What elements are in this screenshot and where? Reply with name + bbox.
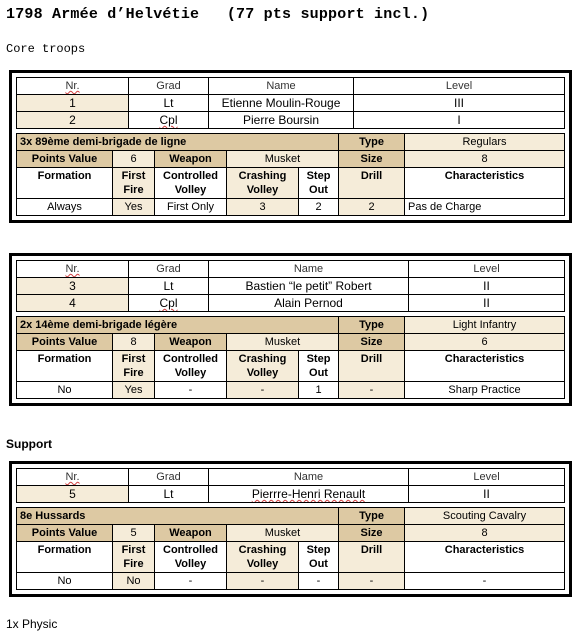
step-out-value: 1: [299, 382, 339, 399]
formation-label: Formation: [17, 542, 113, 573]
leader-level: II: [409, 486, 565, 503]
header-name: Name: [209, 261, 409, 278]
leader-level: II: [409, 295, 565, 312]
type-value: Regulars: [405, 134, 565, 151]
controlled-volley-value: -: [155, 573, 227, 590]
characteristics-label: Characteristics: [405, 542, 565, 573]
points-label: Points Value: [17, 151, 113, 168]
header-nr: Nr.: [17, 261, 129, 278]
size-label: Size: [339, 334, 405, 351]
header-nr: Nr.: [17, 469, 129, 486]
type-value: Scouting Cavalry: [405, 508, 565, 525]
header-nr: Nr.: [17, 78, 129, 95]
footer-note: 1x Physic: [6, 617, 58, 631]
unit-name: 2x 14ème demi-brigade légère: [17, 317, 339, 334]
drill-value: 2: [339, 199, 405, 216]
leader-nr: 5: [17, 486, 129, 503]
size-value: 6: [405, 334, 565, 351]
crashing-volley-label: Crashing Volley: [227, 542, 299, 573]
step-out-value: 2: [299, 199, 339, 216]
stats-table: [16, 133, 565, 216]
controlled-volley-label: Controlled Volley: [155, 542, 227, 573]
type-label: Type: [339, 508, 405, 525]
weapon-label: Weapon: [155, 525, 227, 542]
drill-label: Drill: [339, 351, 405, 382]
points-value: 5: [113, 525, 155, 542]
controlled-volley-value: -: [155, 382, 227, 399]
characteristics-label: Characteristics: [405, 351, 565, 382]
leader-grad: Cpl: [129, 295, 209, 312]
support-label: Support: [6, 437, 52, 451]
points-label: Points Value: [17, 334, 113, 351]
leader-nr: 4: [17, 295, 129, 312]
leader-grad: Lt: [129, 95, 209, 112]
crashing-volley-value: -: [227, 573, 299, 590]
crashing-volley-label: Crashing Volley: [227, 351, 299, 382]
leader-table: [16, 77, 565, 129]
step-out-label: Step Out: [299, 168, 339, 199]
unit-name: 8e Hussards: [17, 508, 339, 525]
header-grad: Grad: [129, 469, 209, 486]
drill-label: Drill: [339, 542, 405, 573]
formation-value: No: [17, 573, 113, 590]
header-level: Level: [409, 261, 565, 278]
header-grad: Grad: [129, 261, 209, 278]
unit-card-2: [9, 253, 572, 406]
leader-name: Bastien “le petit” Robert: [209, 278, 409, 295]
weapon-value: Musket: [227, 334, 339, 351]
header-name: Name: [209, 469, 409, 486]
formation-label: Formation: [17, 351, 113, 382]
first-fire-label: First Fire: [113, 168, 155, 199]
characteristics-value: Sharp Practice: [405, 382, 565, 399]
leader-name: Etienne Moulin-Rouge: [209, 95, 354, 112]
weapon-value: Musket: [227, 151, 339, 168]
formation-value: No: [17, 382, 113, 399]
size-value: 8: [405, 151, 565, 168]
weapon-value: Musket: [227, 525, 339, 542]
formation-value: Always: [17, 199, 113, 216]
leader-nr: 2: [17, 112, 129, 129]
characteristics-value: Pas de Charge: [405, 199, 565, 216]
step-out-label: Step Out: [299, 351, 339, 382]
leader-level: I: [354, 112, 565, 129]
weapon-label: Weapon: [155, 334, 227, 351]
leader-level: III: [354, 95, 565, 112]
step-out-label: Step Out: [299, 542, 339, 573]
first-fire-value: Yes: [113, 199, 155, 216]
header-level: Level: [409, 469, 565, 486]
leader-name: Pierre Boursin: [209, 112, 354, 129]
crashing-volley-label: Crashing Volley: [227, 168, 299, 199]
crashing-volley-value: -: [227, 382, 299, 399]
points-value: 6: [113, 151, 155, 168]
unit-card-1: [9, 70, 572, 223]
first-fire-label: First Fire: [113, 351, 155, 382]
drill-value: -: [339, 382, 405, 399]
size-value: 8: [405, 525, 565, 542]
size-label: Size: [339, 151, 405, 168]
header-name: Name: [209, 78, 354, 95]
leader-table: [16, 468, 565, 503]
controlled-volley-value: First Only: [155, 199, 227, 216]
leader-grad: Lt: [129, 486, 209, 503]
type-label: Type: [339, 317, 405, 334]
characteristics-label: Characteristics: [405, 168, 565, 199]
leader-grad: Cpl: [129, 112, 209, 129]
controlled-volley-label: Controlled Volley: [155, 351, 227, 382]
points-value: 8: [113, 334, 155, 351]
drill-value: -: [339, 573, 405, 590]
first-fire-label: First Fire: [113, 542, 155, 573]
stats-table: [16, 316, 565, 399]
type-value: Light Infantry: [405, 317, 565, 334]
page-title: 1798 Armée d’Helvétie (77 pts support incl.): [6, 6, 430, 23]
step-out-value: -: [299, 573, 339, 590]
leader-level: II: [409, 278, 565, 295]
core-troops-label: Core troops: [6, 42, 86, 56]
type-label: Type: [339, 134, 405, 151]
leader-nr: 3: [17, 278, 129, 295]
leader-name: Alain Pernod: [209, 295, 409, 312]
characteristics-value: -: [405, 573, 565, 590]
leader-nr: 1: [17, 95, 129, 112]
formation-label: Formation: [17, 168, 113, 199]
leader-table: [16, 260, 565, 312]
leader-name: Pierrre-Henri Renault: [209, 486, 409, 503]
unit-card-3: [9, 461, 572, 597]
header-level: Level: [354, 78, 565, 95]
crashing-volley-value: 3: [227, 199, 299, 216]
drill-label: Drill: [339, 168, 405, 199]
leader-grad: Lt: [129, 278, 209, 295]
first-fire-value: Yes: [113, 382, 155, 399]
points-label: Points Value: [17, 525, 113, 542]
first-fire-value: No: [113, 573, 155, 590]
unit-name: 3x 89ème demi-brigade de ligne: [17, 134, 339, 151]
weapon-label: Weapon: [155, 151, 227, 168]
size-label: Size: [339, 525, 405, 542]
header-grad: Grad: [129, 78, 209, 95]
controlled-volley-label: Controlled Volley: [155, 168, 227, 199]
stats-table: [16, 507, 565, 590]
